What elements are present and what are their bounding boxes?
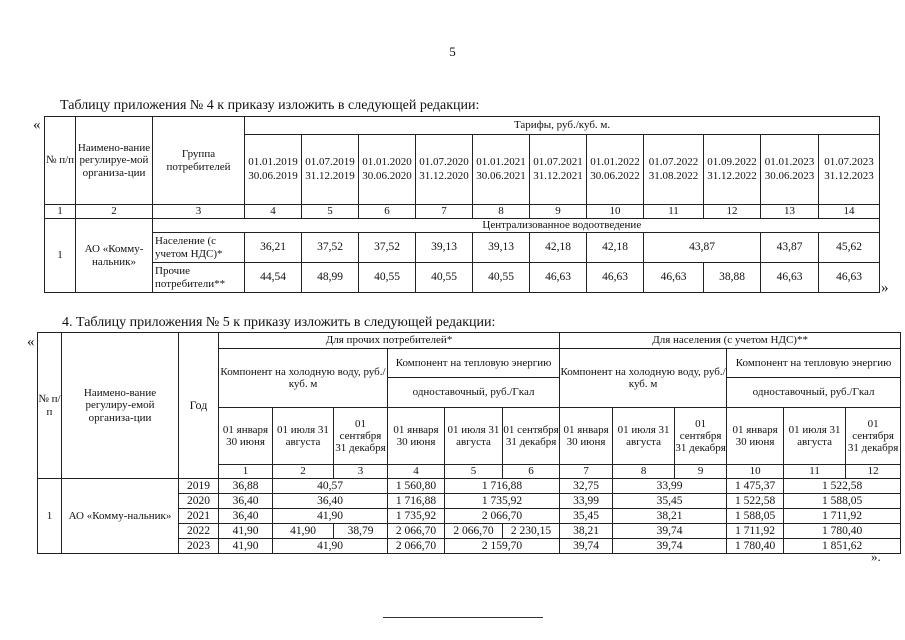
period-header: 01 сентября 31 декабря <box>503 408 560 465</box>
tariff-table-appendix-5 <box>37 332 901 554</box>
col-number: 7 <box>416 205 473 219</box>
period-header: 01.01.2021 30.06.2021 <box>473 135 530 205</box>
tariff-value: 44,54 <box>245 263 302 293</box>
period-header: 01 января 30 июня <box>388 408 445 465</box>
header-one-rate: одноставочный, руб./Гкал <box>727 378 901 408</box>
period-header: 01 января 30 июня <box>560 408 613 465</box>
value-cell: 1 780,40 <box>784 524 901 539</box>
service-name: Централизованное водоотведение <box>245 219 880 233</box>
year: 2023 <box>179 539 219 554</box>
period-header: 01.07.2019 31.12.2019 <box>302 135 359 205</box>
value-cell: 1 560,80 <box>388 479 445 494</box>
year: 2020 <box>179 494 219 509</box>
section2-heading: 4. Таблицу приложения № 5 к приказу изложить в следующей редакции: <box>62 315 496 330</box>
period-header: 01 января 30 июня <box>727 408 784 465</box>
col-number: 9 <box>675 465 727 479</box>
header-cold-water: Компонент на холодную воду, руб./куб. м <box>219 349 388 408</box>
tariff-value: 39,13 <box>416 233 473 263</box>
org-name: АО «Комму-нальник» <box>62 479 179 554</box>
col-number: 10 <box>727 465 784 479</box>
tariff-value: 48,99 <box>302 263 359 293</box>
period-header: 01 июля 31 августа <box>273 408 334 465</box>
value-cell: 36,40 <box>219 509 273 524</box>
value-cell: 35,45 <box>613 494 727 509</box>
period-header: 01.01.2020 30.06.2020 <box>359 135 416 205</box>
page-number: 5 <box>449 44 456 59</box>
value-cell: 1 716,88 <box>445 479 560 494</box>
value-cell: 39,74 <box>613 524 727 539</box>
value-cell: 41,90 <box>273 509 388 524</box>
col-number: 13 <box>761 205 819 219</box>
year: 2021 <box>179 509 219 524</box>
org-name: АО «Комму-нальник» <box>76 219 153 293</box>
col-number: 5 <box>302 205 359 219</box>
value-cell: 36,40 <box>273 494 388 509</box>
period-header: 01 января 30 июня <box>219 408 273 465</box>
value-cell: 2 159,70 <box>445 539 560 554</box>
value-cell: 41,90 <box>219 524 273 539</box>
consumer-group: Прочие потребители** <box>153 263 245 293</box>
col-number: 3 <box>334 465 388 479</box>
header-cold-water: Компонент на холодную воду, руб./куб. м <box>560 349 727 408</box>
header-group: Группа потребителей <box>153 117 245 205</box>
col-number: 11 <box>784 465 846 479</box>
section2-open-quote: « <box>27 334 35 350</box>
col-number: 12 <box>704 205 761 219</box>
value-cell: 1 735,92 <box>445 494 560 509</box>
tariff-value: 46,63 <box>587 263 644 293</box>
col-number: 8 <box>473 205 530 219</box>
section1-close-quote: » <box>881 280 889 296</box>
tariff-value: 40,55 <box>416 263 473 293</box>
value-cell: 36,40 <box>219 494 273 509</box>
header-heat: Компонент на тепловую энергию <box>388 349 560 378</box>
col-number: 6 <box>359 205 416 219</box>
value-cell: 1 588,05 <box>784 494 901 509</box>
year: 2022 <box>179 524 219 539</box>
period-header: 01.07.2022 31.08.2022 <box>644 135 704 205</box>
col-number: 4 <box>245 205 302 219</box>
period-header: 01 сентября 31 декабря <box>334 408 388 465</box>
header-num: № п/п <box>38 333 62 479</box>
value-cell: 38,79 <box>334 524 388 539</box>
value-cell: 1 716,88 <box>388 494 445 509</box>
consumer-group: Население (с учетом НДС)* <box>153 233 245 263</box>
value-cell: 40,57 <box>273 479 388 494</box>
value-cell: 1 780,40 <box>727 539 784 554</box>
col-number: 6 <box>503 465 560 479</box>
col-number: 11 <box>644 205 704 219</box>
section2-close-quote: ». <box>871 549 881 564</box>
header-heat: Компонент на тепловую энергию <box>727 349 901 378</box>
tariff-value: 46,63 <box>530 263 587 293</box>
value-cell: 1 522,58 <box>727 494 784 509</box>
header-year: Год <box>179 333 219 479</box>
col-number: 1 <box>45 205 76 219</box>
value-cell: 38,21 <box>560 524 613 539</box>
value-cell: 33,99 <box>613 479 727 494</box>
value-cell: 1 522,58 <box>784 479 901 494</box>
col-number: 10 <box>587 205 644 219</box>
col-number: 7 <box>560 465 613 479</box>
period-header: 01.07.2021 31.12.2021 <box>530 135 587 205</box>
period-header: 01.07.2020 31.12.2020 <box>416 135 473 205</box>
tariff-value: 45,62 <box>819 233 880 263</box>
value-cell: 41,90 <box>219 539 273 554</box>
year: 2019 <box>179 479 219 494</box>
tariff-value: 46,63 <box>819 263 880 293</box>
tariff-value: 46,63 <box>644 263 704 293</box>
value-cell: 1 711,92 <box>727 524 784 539</box>
section1-open-quote: « <box>33 117 41 133</box>
period-header: 01 сентября 31 декабря <box>675 408 727 465</box>
section1-heading: Таблицу приложения № 4 к приказу изложить в следующей редакции: <box>60 98 480 113</box>
col-number: 1 <box>219 465 273 479</box>
tariff-value: 39,13 <box>473 233 530 263</box>
row-number: 1 <box>45 219 76 293</box>
value-cell: 1 475,37 <box>727 479 784 494</box>
value-cell: 41,90 <box>273 539 388 554</box>
row-number: 1 <box>38 479 62 554</box>
col-number: 9 <box>530 205 587 219</box>
tariff-value: 36,21 <box>245 233 302 263</box>
value-cell: 2 066,70 <box>388 539 445 554</box>
period-header: 01.07.2023 31.12.2023 <box>819 135 880 205</box>
col-number: 2 <box>273 465 334 479</box>
tariff-value: 37,52 <box>302 233 359 263</box>
period-header: 01.09.2022 31.12.2022 <box>704 135 761 205</box>
value-cell: 38,21 <box>613 509 727 524</box>
tariff-value: 40,55 <box>359 263 416 293</box>
value-cell: 39,74 <box>613 539 727 554</box>
tariff-value: 43,87 <box>644 233 761 263</box>
value-cell: 1 735,92 <box>388 509 445 524</box>
value-cell: 39,74 <box>560 539 613 554</box>
footer-divider <box>383 617 543 618</box>
header-one-rate: одноставочный, руб./Гкал <box>388 378 560 408</box>
header-num: № п/п <box>45 117 76 205</box>
period-header: 01.01.2019 30.06.2019 <box>245 135 302 205</box>
period-header: 01 июля 31 августа <box>613 408 675 465</box>
tariff-value: 46,63 <box>761 263 819 293</box>
header-population: Для населения (с учетом НДС)** <box>560 333 901 349</box>
value-cell: 32,75 <box>560 479 613 494</box>
value-cell: 36,88 <box>219 479 273 494</box>
value-cell: 33,99 <box>560 494 613 509</box>
value-cell: 1 851,62 <box>784 539 901 554</box>
tariff-value: 42,18 <box>530 233 587 263</box>
col-number: 3 <box>153 205 245 219</box>
col-number: 5 <box>445 465 503 479</box>
tariff-value: 42,18 <box>587 233 644 263</box>
period-header: 01 июля 31 августа <box>445 408 503 465</box>
col-number: 8 <box>613 465 675 479</box>
header-org: Наимено-вание регулируе-мой организа-ции <box>76 117 153 205</box>
col-number: 12 <box>846 465 901 479</box>
tariff-value: 40,55 <box>473 263 530 293</box>
period-header: 01 сентября 31 декабря <box>846 408 901 465</box>
tariff-table-appendix-4 <box>44 116 880 293</box>
period-header: 01 июля 31 августа <box>784 408 846 465</box>
value-cell: 35,45 <box>560 509 613 524</box>
tariff-value: 38,88 <box>704 263 761 293</box>
tariff-value: 43,87 <box>761 233 819 263</box>
header-org: Наимено-вание регулиру-емой организа-ции <box>62 333 179 479</box>
value-cell: 2 066,70 <box>445 524 503 539</box>
value-cell: 1 711,92 <box>784 509 901 524</box>
value-cell: 41,90 <box>273 524 334 539</box>
header-other-consumers: Для прочих потребителей* <box>219 333 560 349</box>
value-cell: 2 066,70 <box>388 524 445 539</box>
tariff-value: 37,52 <box>359 233 416 263</box>
value-cell: 2 066,70 <box>445 509 560 524</box>
col-number: 4 <box>388 465 445 479</box>
header-tariffs: Тарифы, руб./куб. м. <box>245 117 880 135</box>
col-number: 2 <box>76 205 153 219</box>
value-cell: 2 230,15 <box>503 524 560 539</box>
col-number: 14 <box>819 205 880 219</box>
period-header: 01.01.2023 30.06.2023 <box>761 135 819 205</box>
value-cell: 1 588,05 <box>727 509 784 524</box>
period-header: 01.01.2022 30.06.2022 <box>587 135 644 205</box>
